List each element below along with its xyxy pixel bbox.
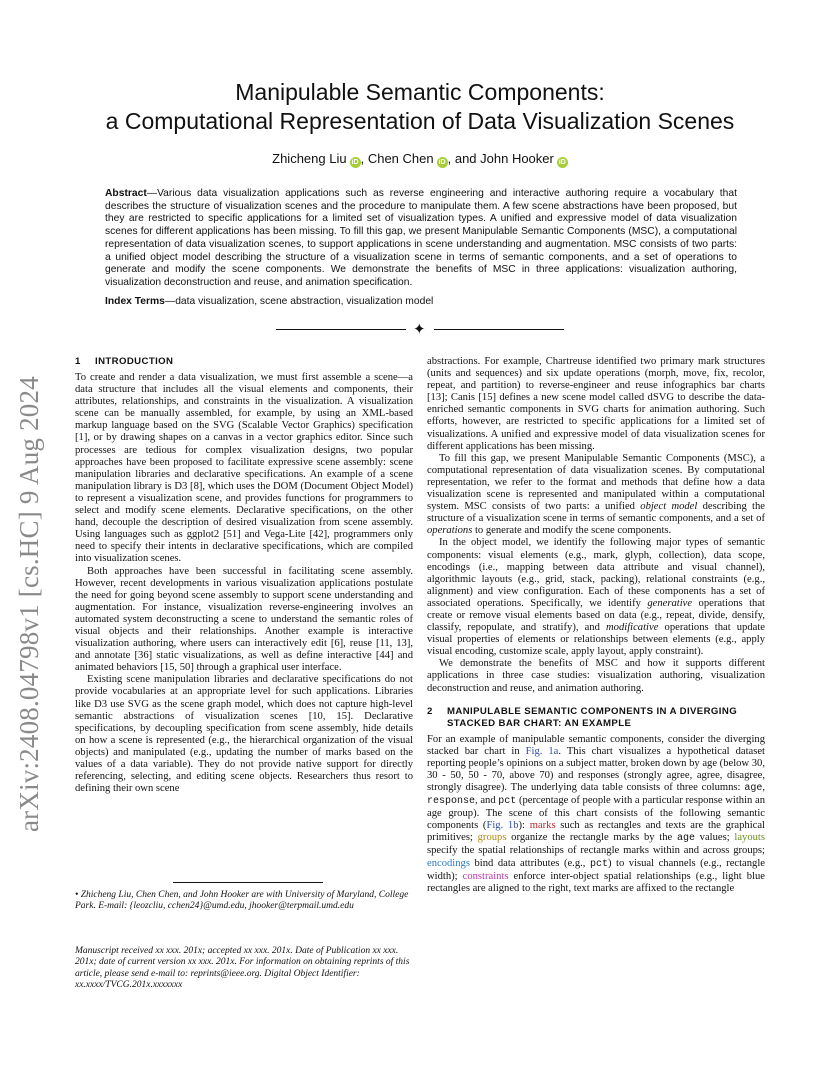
left-column (75, 356, 413, 795)
right-column (427, 356, 765, 895)
highlight-term-layouts: layouts (734, 832, 765, 844)
section-heading-introduction (75, 356, 413, 368)
paragraph: Both approaches have been successful in facilitating scene assembly. However, recent developments in various visualization applications postulate the need for going beyond scene assembly to support scene understanding and augmentation. For instance, visualization reverse-engineering involves an automated system deconstructing a scene to understand the semantic roles of visual objects and their relationships. Another example is interactive visualization authoring, where users can interactively edit [6], reuse [11, 13], and annotate [36] static visualizations, as well as define interactive [44] and animated behaviors [15, 50] through a graphical user interface. (75, 565, 413, 674)
section-divider (276, 322, 564, 338)
emphasis: operations (427, 525, 473, 537)
text-run: In the object model, we identify the following major types of semantic components: visual elements (e.g., mark, glyph, collection), data scope, encodings (i.e., mapping between data attribute and visual channel), algorithmic layouts (e.g., grid, stack, packing), relational constraints (e.g., alignment) and view configuration. Each of these components has a set of associated operations. Specifically, we identify (427, 537, 765, 609)
emphasis: generative (647, 597, 693, 609)
section-title: INTRODUCTION (95, 356, 174, 367)
code-term: age (744, 783, 763, 794)
text-run: operations that create or remove visual elements based on data (e.g., repeat, divide, densify, classify, repopulate, and stratify), and (427, 597, 765, 634)
text-run: specify the spatial relationships of rectangle marks within and across groups; (427, 845, 765, 857)
text-run: , and (475, 795, 499, 807)
footnote-rule (173, 882, 323, 883)
text-run: (percentage of people with a particular response within an age group). The scene of this chart consists of the following semantic components ( (427, 795, 766, 832)
section-title (447, 706, 737, 730)
index-terms-label: Index Terms (105, 296, 165, 307)
text-run: bind data attributes (e.g., (469, 857, 590, 869)
code-term: response (427, 796, 476, 808)
section-heading-example (427, 706, 765, 730)
paragraph (427, 537, 765, 658)
text-run: ): (518, 820, 530, 832)
figure-link[interactable]: Fig. 1a (525, 745, 559, 757)
code-term: pct (589, 858, 608, 870)
text-run: ) to visual channels (e.g., rectangle width); (427, 857, 765, 882)
figure-link[interactable]: Fig. 1b (486, 820, 519, 832)
highlight-term-constraints: constraints (462, 870, 509, 882)
paragraph: To create and render a data visualization, we must first assemble a scene—a data structure that includes all the visual elements and components, their attributes, relationships, and constraints in the visualization. A visualization scene can be manually assembled, for example, by using an XML-based markup language based on the SVG (Scalable Vector Graphics) specification [1], or by drawing shapes on a canvas in a vector graphics editor. Since such processes are tedious for complex visualization designs, two popular approaches have been proposed to facilitate expressive scene assembly: scene manipulation libraries and declarative specifications. An example of a scene manipulation library is D3 [8], which uses the DOM (Document Object Model) to represent a visualization scene, and provides functions for programmers to select and modify scene elements. Declarative specifications, on the other hand, decouple the description of desired visualization from scene assembly. Using languages such as ggplot2 [51] and Vega-Lite [42], programmers only need to specify their intents in declarative specifications, which are compiled into visualization scenes. (75, 372, 413, 565)
text-run: organize the rectangle marks by the (506, 832, 677, 844)
index-terms (105, 296, 737, 307)
highlight-term-marks: marks (529, 820, 556, 832)
highlight-term-groups: groups (477, 832, 507, 844)
highlight-term-encodings: encodings (427, 857, 470, 869)
author-separator: , and (447, 151, 481, 166)
text-run: For an example of manipulable semantic components, consider the diverging stacked bar chart in (427, 733, 765, 757)
paragraph: Existing scene manipulation libraries and declarative specifications do not provide vocabularies at an appropriate level for such applications. Libraries like D3 use SVG as the scene graph model, which does not capture high-level semantic abstractions of visualization scenes [10, 15]. Declarative specifications, by decoupling specification from scene assembly, hide details on how a scene is represented (e.g., the hierarchical organization of the visual objects) and manipulated (e.g., updating the number of marks based on the values of a data variable). They do not provide native support for directly referencing, selecting, and editing scene objects. Researchers thus resort to defining their own scene (75, 674, 413, 795)
emphasis: object model (640, 501, 698, 513)
author-affiliation-footnote (75, 890, 413, 913)
text-run: describing the structure of a visualization scene in terms of semantic components, and a set of (427, 501, 765, 525)
title-line-2: a Computational Representation of Data Visualization Scenes (105, 108, 735, 134)
text-run: To fill this gap, we present Manipulable Semantic Components (MSC), a computational representation of data visualization scenes. By computational representation, we refer to the format and methods that define how a data visualization scene is represented and manipulated within a computational system. MSC consists of two parts: a unified (427, 452, 765, 513)
emphasis: modificative (606, 622, 659, 634)
code-term: age (676, 833, 695, 845)
author-name: John Hooker (480, 151, 554, 166)
manuscript-note: Manuscript received xx xxx. 201x; accepted xx xxx. 201x. Date of Publication xx xxx. 201x; date of current version xx xxx. 201x. For information on obtaining reprints of this article, please send e-mail to: reprints@ieee.org. Digital Object Identifier: xx.xxxx/TVCG.201x.xxxxxxx (75, 946, 410, 991)
paragraph (427, 453, 765, 538)
text-run: enforce inter-object spatial relationships (e.g., light blue rectangles are aligned to the right, text marks are affixed to the rectangle (427, 870, 765, 894)
divider-line (276, 329, 406, 330)
footnote-bullet: • (75, 890, 79, 900)
section-number: 1 (75, 356, 81, 367)
footnote-text: Zhicheng Liu, Chen Chen, and John Hooker are with University of Maryland, College Park. E-mail: {leozcliu, cchen24}@umd.edu, jhooker@terpmail.umd.edu (75, 890, 409, 912)
text-run: values; (694, 832, 735, 844)
abstract-text: —Various data visualization applications such as reverse engineering and interactive authoring require a vocabulary that describes the structure of visualization scenes and the procedure to manipulate them. A few scene abstractions have been proposed, but they are restricted to specific applications for a limited set of visualization types. A unified and expressive model of data visualization scenes for different applications has been missing. To fill this gap, we present Manipulable Semantic Components (MSC), a computational representation of data visualization scenes, to support applications in scene understanding and augmentation. MSC consists of two parts: a unified object model describing the structure of a visualization scene in terms of semantic components, and a set of operations to generate and modify the scene components. We demonstrate the benefits of MSC in three applications: visualization authoring, visualization deconstruction and reuse, and animation specification. (105, 188, 737, 288)
section-number: 2 (427, 705, 433, 717)
text-run: such as rectangles and texts are the graphical primitives; (427, 820, 765, 844)
divider-star-icon: ✦ (413, 322, 426, 338)
paragraph (427, 734, 765, 895)
author-list (60, 151, 780, 168)
paragraph: abstractions. For example, Chartreuse identified two primary mark structures (units and sequences) and six update operations (morph, move, fix, recolor, repeat, and partition) to reverse-engineer and reuse infographics bar charts [13]; Canis [15] defines a new scene model called dSVG to describe the data-enriched semantic components in SVG charts for animation authoring. Such efforts, however, are restricted to specific applications for a limited set of visualizations. A unified and expressive model of data visualization scenes for different applications has been missing. (427, 356, 765, 452)
arxiv-identifier: arXiv:2408.04798v1 [cs.HC] 9 Aug 2024 (14, 376, 44, 832)
orcid-icon[interactable]: iD (351, 159, 359, 166)
text-run: operations that update visual properties of elements or relationships between elements (e.g., apply visual encoding, customize scale, apply layout, apply constraint). (427, 622, 765, 658)
text-run: , (762, 782, 765, 793)
author-name: Zhicheng Liu (272, 151, 347, 166)
paragraph: We demonstrate the benefits of MSC and how it supports different applications in three case studies: visualization authoring, visualization deconstruction and reuse, and animation authoring. (427, 658, 765, 694)
abstract-label: Abstract (105, 188, 147, 199)
section-title-line: STACKED BAR CHART: AN EXAMPLE (447, 717, 632, 729)
orcid-icon[interactable]: iD (558, 159, 566, 166)
code-term: pct (498, 796, 517, 808)
title-line-1: Manipulable Semantic Components: (235, 79, 605, 105)
text-run: . This chart visualizes a hypothetical dataset reporting people’s opinions on a subject matter, broken down by age (below 30, 30 - 50, 50 - 70, above 70) and responses (strongly agree, agree, disagree, strongly disagree). The underlying data table consists of three columns: (427, 745, 765, 793)
author-name: Chen Chen (367, 151, 434, 166)
orcid-icon[interactable]: iD (438, 159, 446, 166)
abstract (105, 188, 737, 290)
author-separator: , (360, 151, 368, 166)
text-run: to generate and modify the scene components. (472, 525, 672, 537)
section-title-line: MANIPULABLE SEMANTIC COMPONENTS IN A DIVERGING (447, 705, 738, 717)
paper-title (60, 78, 780, 136)
index-terms-text: —data visualization, scene abstraction, visualization model (164, 296, 434, 307)
divider-line (434, 329, 564, 330)
